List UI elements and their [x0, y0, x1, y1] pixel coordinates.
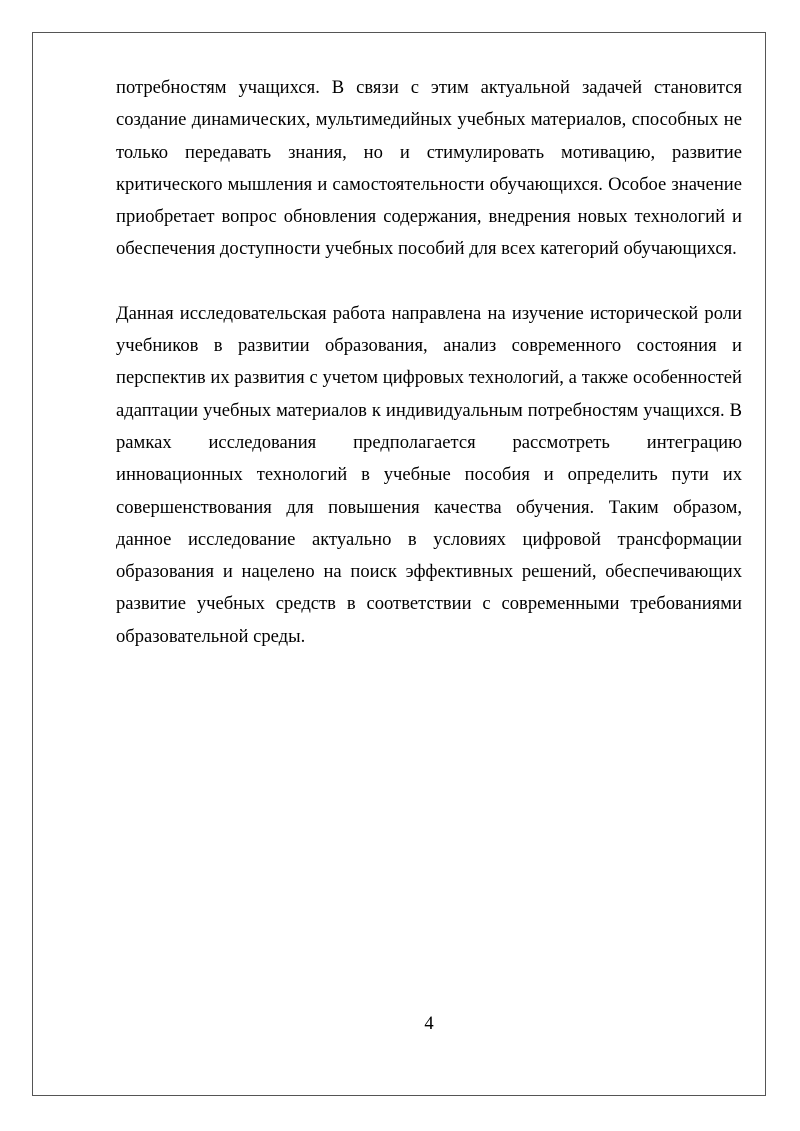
paragraph-1: потребностям учащихся. В связи с этим актуальной задачей становится создание динамических, мультимедийных учебных материалов, способных не только передавать знания, но и стимулировать мотивацию, развитие критического мышления и самостоятельности обучающихся. Особое значение приобретает вопрос обновления содержания, внедрения новых технологий и обеспечения доступности учебных пособий для всех категорий обучающихся.	[116, 77, 742, 260]
paragraph-2: Данная исследовательская работа направлена на изучение исторической роли учебников в развитии образования, анализ современного состояния и перспектив их развития с учетом цифровых технологий, а также особенностей адаптации учебных материалов к индивидуальным потребностям учащихся. В рамках исследования предполагается рассмотреть интеграцию инновационных технологий в учебные пособия и определить пути их совершенствования для повышения качества обучения. Таким образом, данное исследование актуально в условиях цифровой трансформации образования и нацелено на поиск эффективных решений, обеспечивающих развитие учебных средств в соответствии с современными требованиями образовательной среды.	[116, 302, 742, 647]
page-number: 4	[424, 1013, 434, 1034]
document-body	[116, 72, 742, 653]
